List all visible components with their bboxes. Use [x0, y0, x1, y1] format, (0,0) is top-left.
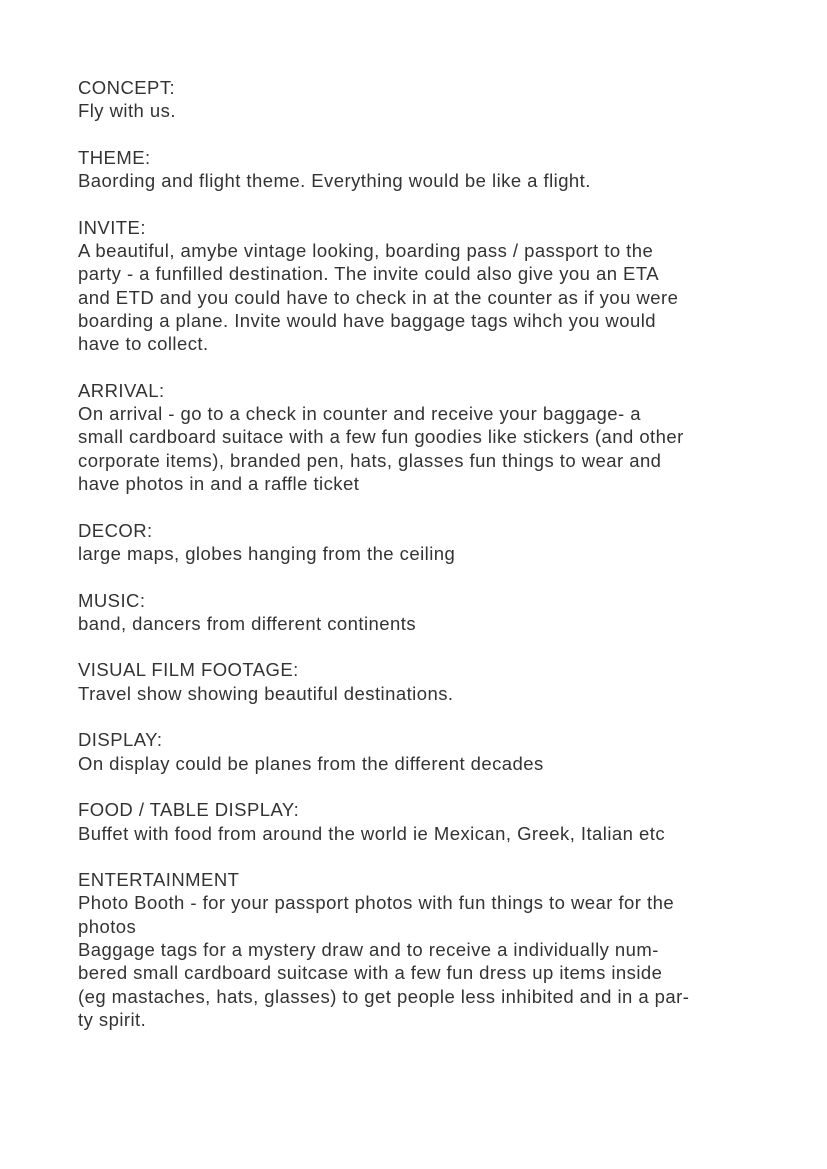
section-heading: ENTERTAINMENT [78, 869, 240, 891]
section-heading: CONCEPT: [78, 77, 176, 98]
document-section-arrival [78, 379, 798, 495]
section-heading: ARRIVAL: [78, 379, 165, 401]
section-body-line: Baggage tags for a mystery draw and to receive a individually num- [78, 938, 659, 960]
section-body-line: On display could be planes from the different decades [78, 752, 544, 774]
section-body-line: party - a funfilled destination. The invite could also give you an ETA [78, 263, 659, 285]
document-section-visual-film-footage [78, 658, 798, 705]
section-body-line: and ETD and you could have to check in at the counter as if you were [78, 286, 679, 308]
document-section-display [78, 728, 798, 775]
section-heading: DECOR: [78, 519, 153, 541]
section-heading: VISUAL FILM FOOTAGE: [78, 659, 299, 681]
section-body-line: On arrival - go to a check in counter and receive your baggage- a [78, 403, 641, 425]
document-section-theme [78, 146, 798, 193]
document-section-invite [78, 216, 798, 356]
section-heading: FOOD / TABLE DISPLAY: [78, 799, 300, 821]
section-body-line: have to collect. [78, 333, 209, 355]
section-body-line: small cardboard suitace with a few fun goodies like stickers (and other [78, 426, 684, 448]
document-section-music [78, 589, 798, 636]
section-body-line: bered small cardboard suitcase with a few fun dress up items inside [78, 962, 663, 984]
document-section-entertainment [78, 868, 798, 1031]
section-body-line: boarding a plane. Invite would have baggage tags wihch you would [78, 309, 657, 331]
section-body-line: A beautiful, amybe vintage looking, boarding pass / passport to the [78, 240, 654, 262]
section-body-line: large maps, globes hanging from the ceiling [78, 542, 456, 564]
section-body-line: corporate items), branded pen, hats, glasses fun things to wear and [78, 449, 662, 471]
document-section-decor [78, 519, 798, 566]
section-heading: INVITE: [78, 216, 146, 238]
section-body-line: photos [78, 915, 137, 937]
document-section-concept [78, 76, 798, 123]
section-body-line: Fly with us. [78, 100, 176, 122]
section-body-line: have photos in and a raffle ticket [78, 473, 360, 495]
section-body-line: band, dancers from different continents [78, 612, 417, 634]
section-body-line: (eg mastaches, hats, glasses) to get people less inhibited and in a par- [78, 985, 690, 1007]
section-body-line: Travel show showing beautiful destinations. [78, 682, 454, 704]
section-body-line: Buffet with food from around the world ie Mexican, Greek, Italian etc [78, 822, 666, 844]
section-body-line: Photo Booth - for your passport photos with fun things to wear for the [78, 892, 675, 914]
document-content [78, 76, 798, 1054]
section-body-line: ty spirit. [78, 1008, 147, 1030]
section-heading: DISPLAY: [78, 729, 163, 751]
section-body-line: Baording and flight theme. Everything would be like a flight. [78, 170, 591, 192]
section-heading: MUSIC: [78, 589, 146, 611]
section-heading: THEME: [78, 146, 151, 168]
document-section-food-table-display [78, 798, 798, 845]
